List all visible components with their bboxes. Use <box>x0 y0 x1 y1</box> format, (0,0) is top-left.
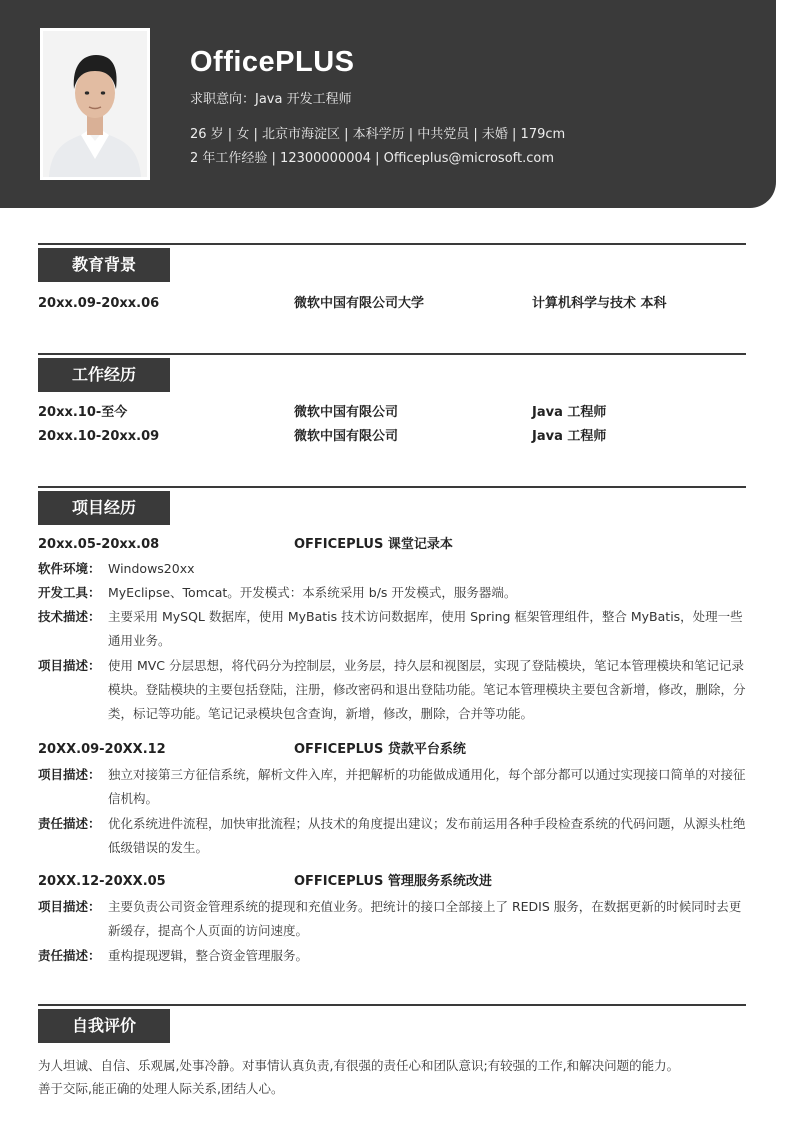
candidate-name: OfficePLUS <box>190 46 355 78</box>
self-eval-line-2: 善于交际,能正确的处理人际关系,团结人心。 <box>38 1081 284 1096</box>
project-header <box>38 534 750 556</box>
education-major: 计算机科学与技术 本科 <box>532 296 667 311</box>
work-divider <box>38 353 746 355</box>
education-school: 微软中国有限公司大学 <box>294 296 425 311</box>
project-name: OFFICEPLUS 课堂记录本 <box>294 537 453 552</box>
work-role: Java 工程师 <box>532 429 607 444</box>
field-label: 责任描述： <box>38 948 101 963</box>
field-label: 项目描述： <box>38 899 101 914</box>
work-period: 20xx.10-至今 <box>38 405 128 420</box>
field-label: 技术描述： <box>38 609 101 624</box>
field-value: 重构提现逻辑，整合资金管理服务。 <box>108 948 309 963</box>
project-field <box>38 654 750 726</box>
personal-info-line-2: 2 年工作经验 | 12300000004 | Officeplus@microsoft.com <box>190 151 555 166</box>
project-field <box>38 581 750 605</box>
field-value: 使用 MVC 分层思想，将代码分为控制层，业务层，持久层和视图层，实现了登陆模块，笔记本管理模块和笔记记录模块。登陆模块的主要包括登陆，注册，修改密码和退出登陆功能。笔记本管理模块主要包含新增，修改，删除，分类，标记等功能。笔记记录模块包含查询，新增，修改，删除，合并等功能。 <box>108 658 746 721</box>
work-period: 20xx.10-20xx.09 <box>38 429 160 444</box>
work-role: Java 工程师 <box>532 405 607 420</box>
project-header <box>38 871 750 893</box>
project-name: OFFICEPLUS 管理服务系统改进 <box>294 874 492 889</box>
project-period: 20XX.12-20XX.05 <box>38 874 166 889</box>
education-period: 20xx.09-20xx.06 <box>38 296 160 311</box>
resume-header <box>0 0 776 208</box>
field-label: 项目描述： <box>38 767 101 782</box>
section-title-self-eval: 自我评价 <box>38 1009 170 1043</box>
personal-info-line-1: 26 岁 | 女 | 北京市海淀区 | 本科学历 | 中共党员 | 未婚 | 179cm <box>190 127 566 142</box>
section-title-projects: 项目经历 <box>38 491 170 525</box>
project-field <box>38 944 750 968</box>
job-target: 求职意向：Java 开发工程师 <box>190 92 352 107</box>
project-field <box>38 895 750 943</box>
education-row <box>38 293 750 315</box>
education-divider <box>38 243 746 245</box>
project-field <box>38 763 750 811</box>
field-value: MyEclipse、Tomcat。开发模式：本系统采用 b/s 开发模式，服务器端。 <box>108 585 517 600</box>
project-field <box>38 812 750 860</box>
projects-divider <box>38 486 746 488</box>
project-field <box>38 557 750 581</box>
work-company: 微软中国有限公司 <box>294 405 399 420</box>
project-header <box>38 739 750 761</box>
work-company: 微软中国有限公司 <box>294 429 399 444</box>
section-title-work: 工作经历 <box>38 358 170 392</box>
field-label: 项目描述： <box>38 658 101 673</box>
field-value: Windows20xx <box>108 561 195 576</box>
self-eval-line-1: 为人坦诚、自信、乐观属,处事冷静。对事情认真负责,有很强的责任心和团队意识;有较强的工作,和解决问题的能力。 <box>38 1058 680 1073</box>
field-label: 开发工具： <box>38 585 101 600</box>
work-row <box>38 402 750 424</box>
self-eval-divider <box>38 1004 746 1006</box>
profile-photo <box>40 28 150 180</box>
project-field <box>38 605 750 653</box>
avatar-portrait-icon <box>43 31 147 177</box>
section-title-education: 教育背景 <box>38 248 170 282</box>
field-value: 独立对接第三方征信系统，解析文件入库，并把解析的功能做成通用化，每个部分都可以通过实现接口简单的对接征信机构。 <box>108 767 746 806</box>
project-period: 20xx.05-20xx.08 <box>38 537 160 552</box>
field-value: 主要采用 MySQL 数据库，使用 MyBatis 技术访问数据库，使用 Spring 框架管理组件，整合 MyBatis，处理一些通用业务。 <box>108 609 743 648</box>
field-value: 优化系统进件流程，加快审批流程；从技术的角度提出建议；发布前运用各种手段检查系统的代码问题，从源头杜绝低级错误的发生。 <box>108 816 746 855</box>
work-row <box>38 426 750 448</box>
field-value: 主要负责公司资金管理系统的提现和充值业务。把统计的接口全部接上了 REDIS 服务，在数据更新的时候同时去更新缓存，提高个人页面的访问速度。 <box>108 899 742 938</box>
field-label: 软件环境： <box>38 561 101 576</box>
project-name: OFFICEPLUS 贷款平台系统 <box>294 742 466 757</box>
field-label: 责任描述： <box>38 816 101 831</box>
project-period: 20XX.09-20XX.12 <box>38 742 166 757</box>
